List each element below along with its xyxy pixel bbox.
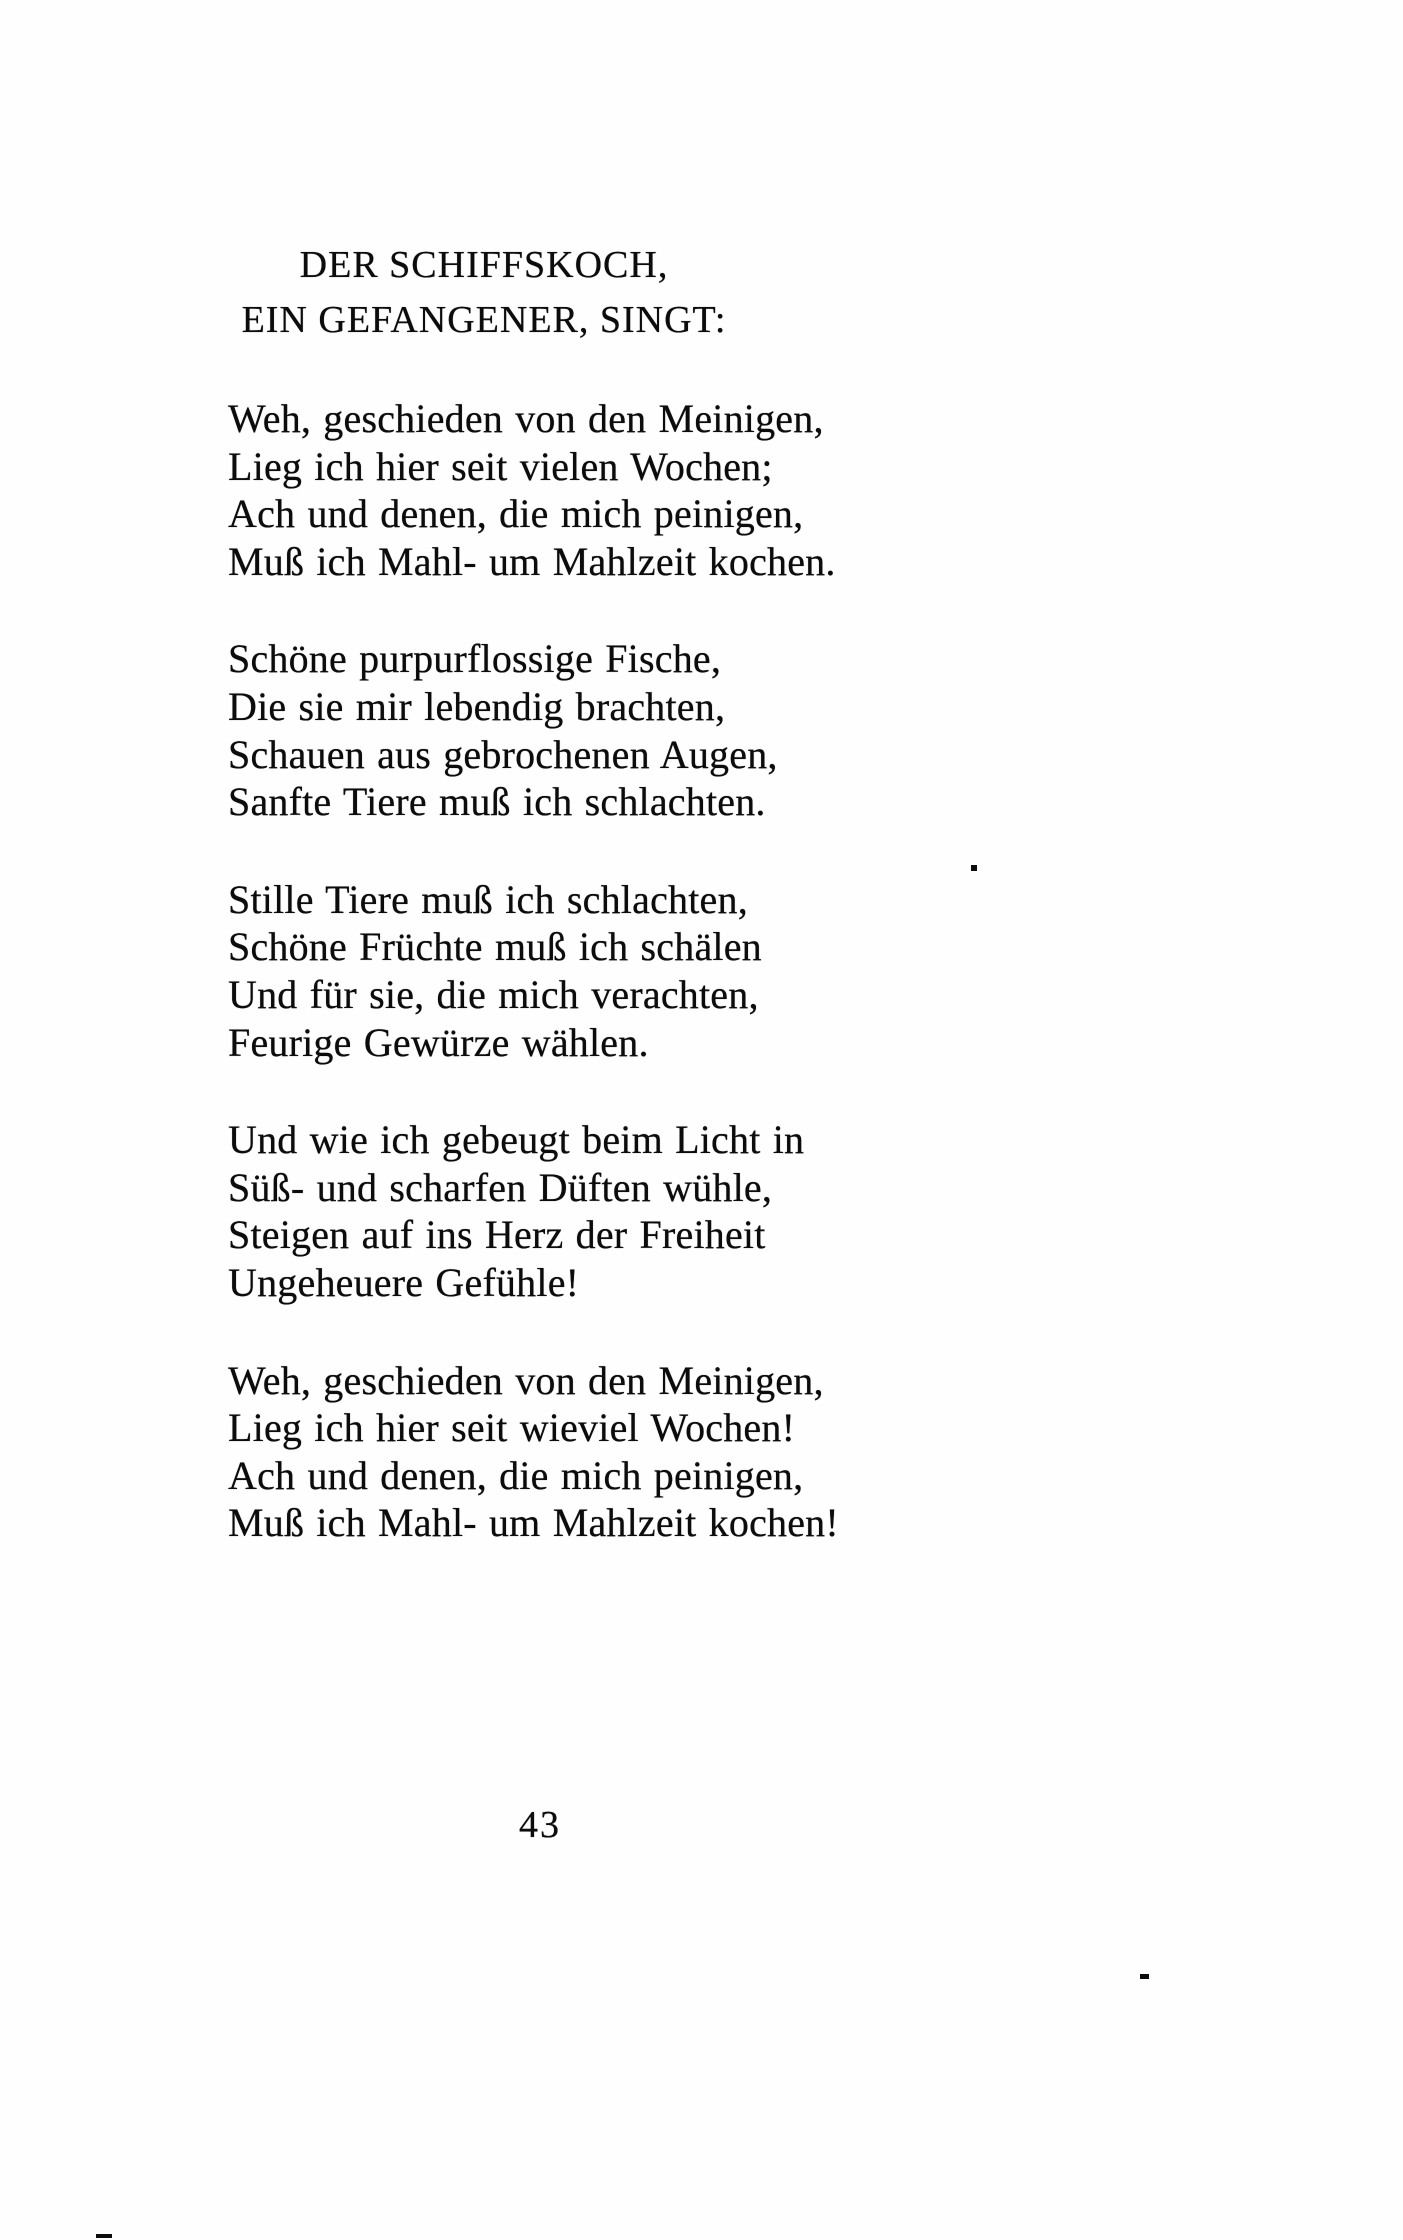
poem-stanza-5	[228, 1357, 839, 1547]
poem-title-line-2: EIN GEFANGENER, SINGT:	[241, 299, 727, 341]
poem-line: Süß- und scharfen Düften wühle,	[228, 1164, 773, 1210]
poem-line: Und wie ich gebeugt beim Licht in	[228, 1117, 805, 1163]
poem-line: Ach und denen, die mich peinigen,	[228, 491, 804, 537]
poem-stanza-1	[228, 395, 839, 585]
poem-line: Lieg ich hier seit wieviel Wochen!	[228, 1405, 796, 1451]
poem-stanza-3	[228, 876, 839, 1066]
poem-body	[228, 395, 839, 1597]
poem-line: Schauen aus gebrochenen Augen,	[228, 731, 778, 777]
poem-line: Muß ich Mahl- um Mahlzeit kochen.	[228, 538, 836, 584]
poem-line: Und für sie, die mich verachten,	[228, 971, 759, 1017]
poem-line: Sanfte Tiere muß ich schlachten.	[228, 779, 766, 825]
poem-line: Muß ich Mahl- um Mahlzeit kochen!	[228, 1500, 839, 1546]
poem-line: Schöne purpurflossige Fische,	[228, 636, 722, 682]
poem-line: Die sie mir lebendig brachten,	[228, 683, 726, 729]
poem-title	[230, 238, 738, 348]
poem-line: Ach und denen, die mich peinigen,	[228, 1452, 804, 1498]
poem-line: Schöne Früchte muß ich schälen	[228, 924, 762, 970]
poem-line: Ungeheuere Gefühle!	[228, 1259, 580, 1305]
poem-line: Feurige Gewürze wählen.	[228, 1019, 649, 1065]
poem-line: Steigen auf ins Herz der Freiheit	[228, 1212, 766, 1258]
poem-stanza-2	[228, 635, 839, 825]
ink-speck	[1140, 1974, 1149, 1979]
poem-title-line-1: DER SCHIFFSKOCH,	[299, 244, 669, 286]
poem-line: Lieg ich hier seit vielen Wochen;	[228, 443, 773, 489]
poem-stanza-4	[228, 1116, 839, 1306]
poem-line: Stille Tiere muß ich schlachten,	[228, 876, 748, 922]
poem-line: Weh, geschieden von den Meinigen,	[228, 1357, 824, 1403]
page-number: 43	[519, 1804, 561, 1846]
poem-line: Weh, geschieden von den Meinigen,	[228, 396, 824, 441]
ink-speck	[971, 865, 977, 871]
scan-edge-artifact	[96, 2234, 112, 2238]
